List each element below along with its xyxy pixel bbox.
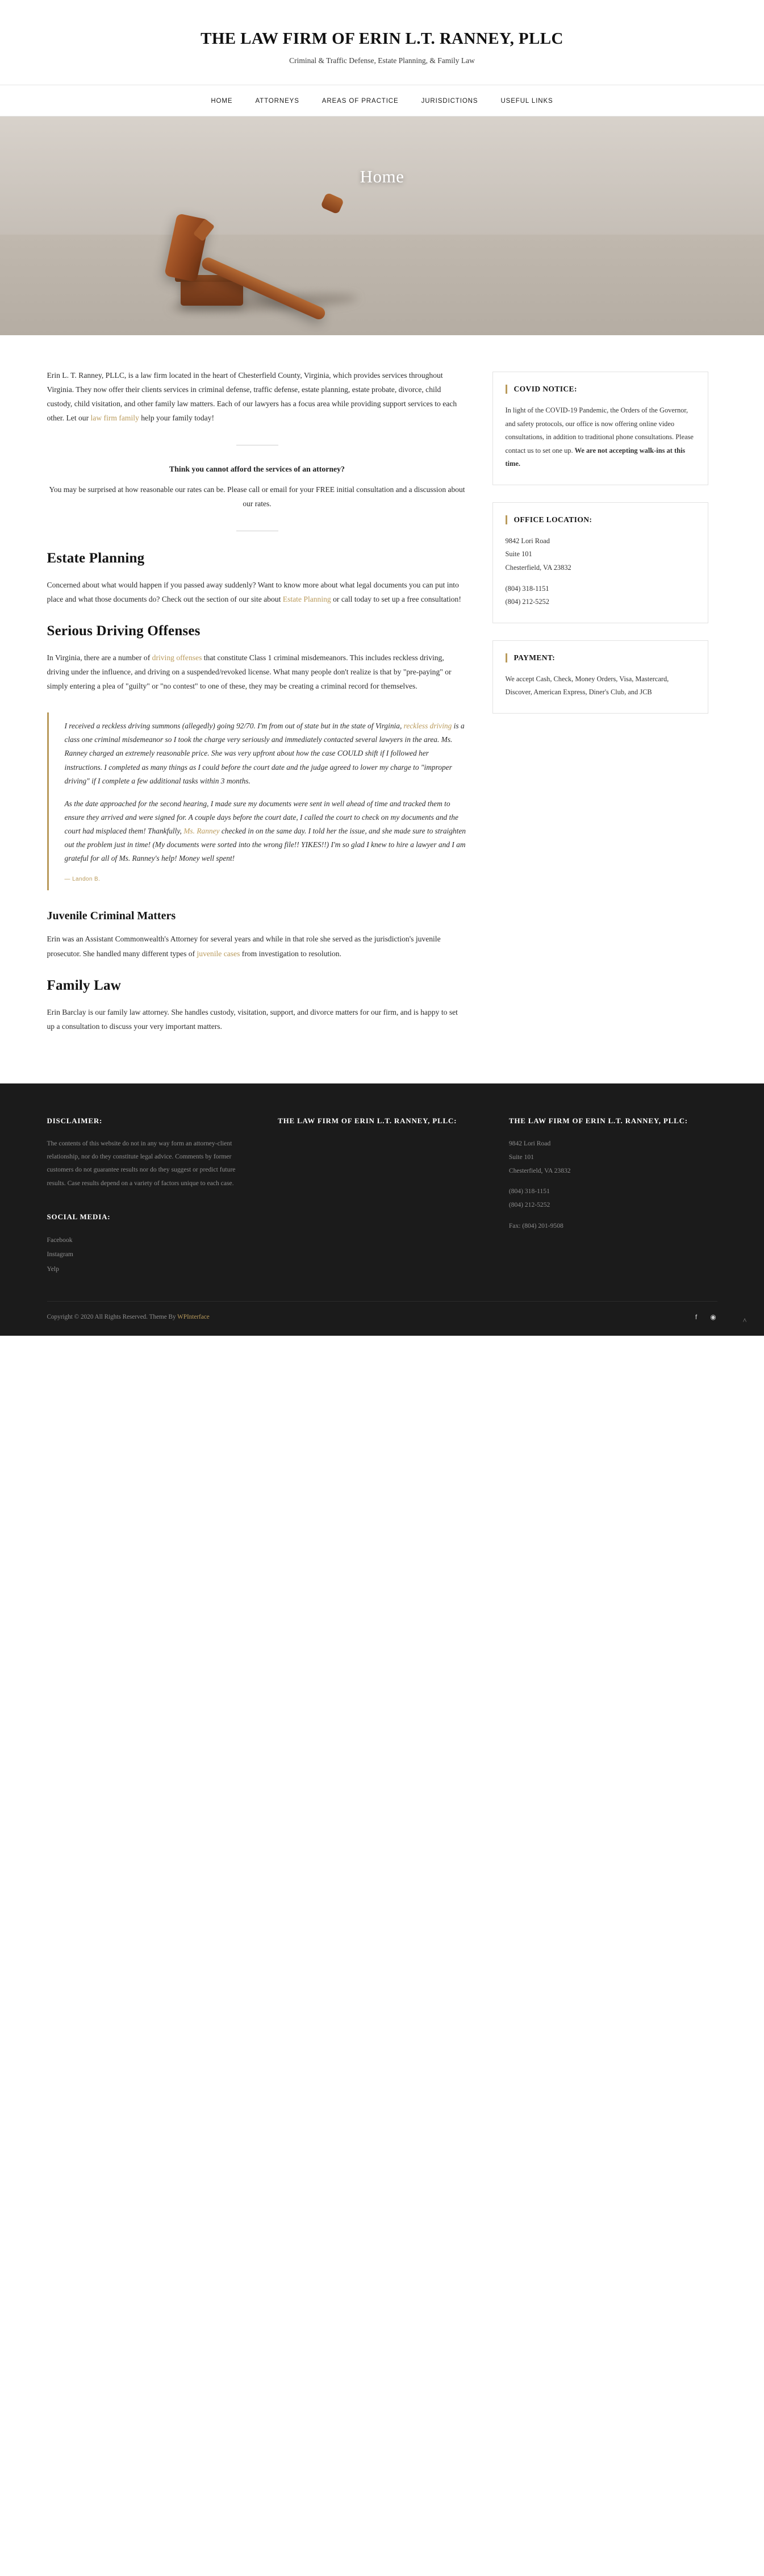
testimonial-p1-a: I received a reckless driving summons (allegedly) going 92/70. I'm from out of state but in the state of Virginia,: [64, 722, 404, 731]
page-title: Home: [360, 166, 404, 186]
testimonial-paragraph-2: [65, 797, 467, 866]
intro-link[interactable]: law firm family: [90, 414, 139, 423]
juvenile-cases-link[interactable]: juvenile cases: [197, 949, 240, 958]
site-title: THE LAW FIRM OF ERIN L.T. RANNEY, PLLC: [201, 30, 563, 48]
heading-estate-planning: Estate Planning: [47, 550, 145, 566]
nav-item-home[interactable]: [211, 95, 232, 106]
affordability-block: [47, 465, 467, 511]
covid-notice-text: [506, 404, 695, 471]
estate-planning-link[interactable]: Estate Planning: [282, 594, 331, 603]
footer-link-facebook[interactable]: Facebook: [47, 1236, 73, 1244]
office-address-line-1: 9842 Lori Road: [505, 536, 550, 545]
office-address-line-3: Chesterfield, VA 23832: [505, 563, 571, 572]
nav-item-jurisdictions[interactable]: [421, 95, 478, 106]
footer-contact-heading: THE LAW FIRM OF ERIN L.T. RANNEY, PLLC:: [508, 1116, 688, 1126]
nav-item-attorneys[interactable]: [255, 95, 299, 106]
footer-column-firm: [278, 1116, 486, 1276]
testimonial-p2-a: As the date approached for the second hearing, I made sure my documents were sent in well ahead of time and tracked them to ensure they arrived and were signed for. A couple days before the court date, I called the court to check on my documents and the court had misplaced them! Thankfully,: [64, 799, 458, 836]
payment-title: PAYMENT:: [506, 653, 695, 662]
driving-offenses-paragraph: [47, 651, 467, 693]
footer-column-contact: [509, 1116, 717, 1276]
testimonial-reckless-driving-link[interactable]: reckless driving: [403, 722, 452, 731]
heading-family-law: Family Law: [47, 977, 121, 993]
nav-item-useful-links[interactable]: [500, 95, 553, 106]
heading-juvenile-criminal-matters: Juvenile Criminal Matters: [47, 910, 176, 923]
spacer: [506, 575, 695, 582]
footer-firm-heading: THE LAW FIRM OF ERIN L.T. RANNEY, PLLC:: [278, 1116, 457, 1126]
footer-spacer-2: [509, 1212, 717, 1219]
hero-banner: [0, 116, 764, 335]
footer-spacer-1: [509, 1177, 717, 1185]
nav-item-areas-of-practice[interactable]: [322, 95, 399, 106]
footer-social-list: [47, 1233, 256, 1277]
nav-list: [201, 95, 563, 106]
footer-social-item-facebook[interactable]: [47, 1233, 256, 1248]
driving-text-after: that constitute Class 1 criminal misdemeanors. This includes reckless driving, driving under the influence, and driving on a suspended/revoked license. What many people don't realize is that by "pre-paying" or simply entering a plea of "guilty" or "no contest" to one of these, they may be creating a criminal record for themselves.: [47, 653, 452, 691]
juvenile-paragraph: [47, 932, 467, 960]
footer-bottom-bar: [47, 1301, 717, 1336]
footer-social-item-yelp[interactable]: [47, 1262, 256, 1277]
testimonial-quote: [47, 712, 467, 890]
page-content: [47, 335, 717, 1044]
covid-notice-card: [492, 372, 708, 485]
intro-text-after: help your family today!: [139, 414, 214, 423]
footer-phone-1: (804) 318-1151: [508, 1187, 550, 1195]
footer-inner: [0, 1116, 764, 1336]
heading-serious-driving-offenses: Serious Driving Offenses: [47, 623, 201, 639]
affordability-question: Think you cannot afford the services of an attorney?: [169, 464, 345, 473]
gavel-sound-block-icon: [181, 280, 243, 306]
driving-offenses-link[interactable]: driving offenses: [152, 653, 202, 662]
testimonial-p1-b: is a class one criminal misdemeanor so I took the charge very seriously and immediately contacted several lawyers in the area. Ms. Ranney charged an extremely reasonable price. She was very upfront about how the case COULD shift if I followed her instructions. I completed as many things as I could before the court date and the judge agreed to lower my charge to "improper driving" if I complete a few additional tasks within 3 months.: [64, 722, 465, 785]
juvenile-text-after: from investigation to resolution.: [240, 949, 341, 958]
scroll-to-top-icon[interactable]: ^: [742, 1316, 747, 1325]
footer-link-yelp[interactable]: Yelp: [47, 1265, 59, 1273]
copyright-text: [47, 1314, 210, 1320]
estate-text-before: Concerned about what would happen if you passed away suddenly? Want to know more about what legal documents you can put into place and what those documents do? Check out the section of our site about: [47, 580, 459, 603]
driving-text-before: In Virginia, there are a number of: [47, 653, 152, 662]
intro-text-before: Erin L. T. Ranney, PLLC, is a law firm located in the heart of Chesterfield County, Virginia, which provides services throughout Virginia. They now offer their clients services in criminal defense, traffic defense, estate planning, estate probate, divorce, child custody, child visitation, and other family law matters. Each of our lawyers has a focus area while providing support services to each other. Let our: [47, 371, 457, 423]
testimonial-ms-ranney-link[interactable]: Ms. Ranney: [183, 827, 220, 836]
testimonial-p2-b: checked in on the same day. I told her the issue, and she made sure to straighten out the problem just in time! (My documents were sorted into the wrong file!! YIKES!!) I'm so glad I knew to hire a lawyer and I am grateful for all of Ms. Ranney's help! Money well spent!: [64, 827, 466, 863]
nav-link-areas-of-practice[interactable]: AREAS OF PRACTICE: [322, 98, 399, 105]
facebook-icon[interactable]: f: [695, 1313, 698, 1322]
nav-link-home[interactable]: HOME: [211, 98, 233, 105]
office-phone-1: (804) 318-1151: [505, 584, 549, 593]
footer-social-icons: [692, 1313, 717, 1321]
covid-notice-title: COVID NOTICE:: [506, 385, 695, 394]
site-footer: [0, 1083, 764, 1336]
nav-link-useful-links[interactable]: USEFUL LINKS: [500, 98, 553, 105]
footer-disclaimer-heading: DISCLAIMER:: [47, 1116, 103, 1126]
footer-columns: [47, 1116, 717, 1301]
main-content: [47, 368, 467, 1044]
payment-text: We accept Cash, Check, Money Orders, Visa, Mastercard, Discover, American Express, Diner's Club, and JCB: [505, 674, 669, 697]
instagram-icon[interactable]: ◉: [710, 1313, 716, 1322]
footer-fax: Fax: (804) 201-9508: [508, 1222, 563, 1229]
footer-social-item-instagram[interactable]: [47, 1247, 256, 1262]
footer-address-line-2: Suite 101: [508, 1153, 534, 1161]
office-location-title: OFFICE LOCATION:: [506, 515, 695, 524]
footer-column-disclaimer: [47, 1116, 256, 1276]
payment-card: [492, 640, 708, 714]
office-phone-2: (804) 212-5252: [505, 598, 549, 606]
footer-social-heading: SOCIAL MEDIA:: [47, 1212, 111, 1221]
nav-link-attorneys[interactable]: ATTORNEYS: [255, 98, 299, 105]
site-header: [0, 0, 764, 65]
primary-navigation: [0, 85, 764, 116]
affordability-answer: You may be surprised at how reasonable our rates can be. Please call or email for your FREE initial consultation and a discussion about our rates.: [49, 485, 465, 508]
family-law-paragraph: Erin Barclay is our family law attorney. She handles custody, visitation, support, and divorce matters for our firm, and is happy to set up a consultation to discuss your very important matters.: [47, 1007, 458, 1031]
hero-floor: [0, 235, 764, 335]
intro-paragraph: [47, 368, 467, 426]
testimonial-cite: — Landon B.: [64, 876, 101, 883]
office-address-line-2: Suite 101: [505, 550, 532, 558]
site-tagline: Criminal & Traffic Defense, Estate Planning, & Family Law: [289, 56, 475, 65]
nav-link-jurisdictions[interactable]: JURISDICTIONS: [421, 98, 478, 105]
juvenile-text-before: Erin was an Assistant Commonwealth's Attorney for several years and while in that role she served as the jurisdiction's juvenile prosecutor. She handled many different types of: [47, 935, 441, 958]
theme-credit-link[interactable]: WPInterface: [177, 1314, 210, 1321]
footer-link-instagram[interactable]: Instagram: [47, 1251, 73, 1258]
footer-address-line-1: 9842 Lori Road: [508, 1140, 551, 1148]
sidebar: [492, 368, 708, 731]
office-location-card: [492, 502, 708, 623]
copyright-before: Copyright © 2020 All Rights Reserved. Theme By: [47, 1314, 178, 1321]
covid-text-body: In light of the COVID-19 Pandemic, the Orders of the Governor, and safety protocols, our office is now offering online video consultations, in addition to traditional phone consultations. Please contact us to set one up.: [505, 406, 694, 455]
covid-text-bold: We are not accepting walk-ins at this time.: [505, 446, 686, 468]
footer-phone-2: (804) 212-5252: [508, 1201, 550, 1209]
estate-planning-paragraph: [47, 578, 467, 606]
testimonial-paragraph-1: [65, 719, 467, 788]
estate-text-after: or call today to set up a free consultation!: [331, 594, 461, 603]
footer-disclaimer-text: The contents of this website do not in any way form an attorney-client relationship, nor do they constitute legal advice. Comments by former customers do not guarantee results nor do they suggest or predict future results. Case results depend on a variety of factors unique to each case.: [47, 1140, 236, 1187]
footer-address-line-3: Chesterfield, VA 23832: [508, 1166, 571, 1174]
